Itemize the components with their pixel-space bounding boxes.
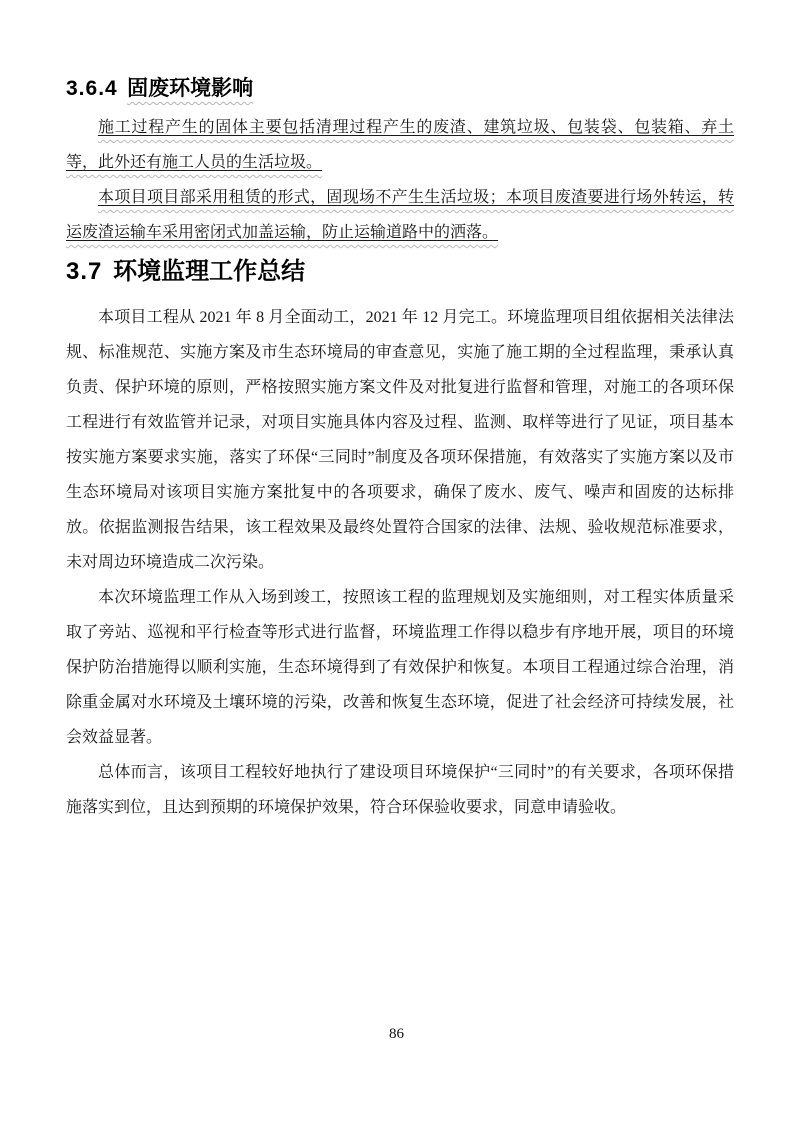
paragraph: 总体而言，该项目工程较好地执行了建设项目环境保护“三同时”的有关要求，各项环保措施落实到位，且达到预期的环境保护效果，符合环保验收要求，同意申请验收。 xyxy=(66,764,734,816)
heading-title: 环境监理工作总结 xyxy=(113,258,306,285)
paragraph: 本项目工程从 2021 年 8 月全面动工，2021 年 12 月完工。环境监理项目组依据相关法律法规、标准规范、实施方案及市生态环境局的审查意见，实施了施工期的全过程监理，秉承认真负责、保护环境的原则，严格按照实施方案文件及对批复进行监督和管理，对施工的各项环保工程进行有效监管并记录，对项目实施具体内容及过程、监测、取样等进行了见证，项目基本按实施方案要求实施，落实了环保“三同时”制度及各项环保措施，有效落实了实施方案以及市生态环境局对该项目实施方案批复中的各项要求，确保了废水、废气、噪声和固废的达标排放。依据监测报告结果，该工程效果及最终处置符合国家的法律、法规、验收规范标准要求，未对周边环境造成二次污染。 xyxy=(66,309,734,571)
section-heading-3-7 xyxy=(66,254,734,290)
page-number: 86 xyxy=(389,1026,404,1042)
paragraph-underlined: 本项目项目部采用租赁的形式，固现场不产生生活垃圾；本项目废渣要进行场外转运，转运废渣运输车采用密闭式加盖运输，防止运输道路中的洒落。 xyxy=(66,189,734,241)
heading-number: 3.7 xyxy=(66,258,103,285)
paragraph-underlined: 施工过程产生的固体主要包括清理过程产生的废渣、建筑垃圾、包装袋、包装箱、弃土等，此外还有施工人员的生活垃圾。 xyxy=(66,119,734,171)
paragraph: 本次环境监理工作从入场到竣工，按照该工程的监理规划及实施细则，对工程实体质量采取了旁站、巡视和平行检查等形式进行监督，环境监理工作得以稳步有序地开展，项目的环境保护防治措施得以顺利实施，生态环境得到了有效保护和恢复。本项目工程通过综合治理，消除重金属对水环境及土壤环境的污染，改善和恢复生态环境，促进了社会经济可持续发展，社会效益显著。 xyxy=(66,589,734,746)
section-heading-3-6-4 xyxy=(66,74,734,104)
heading-title: 固废环境影响 xyxy=(127,77,254,100)
heading-number: 3.6.4 xyxy=(66,77,118,100)
